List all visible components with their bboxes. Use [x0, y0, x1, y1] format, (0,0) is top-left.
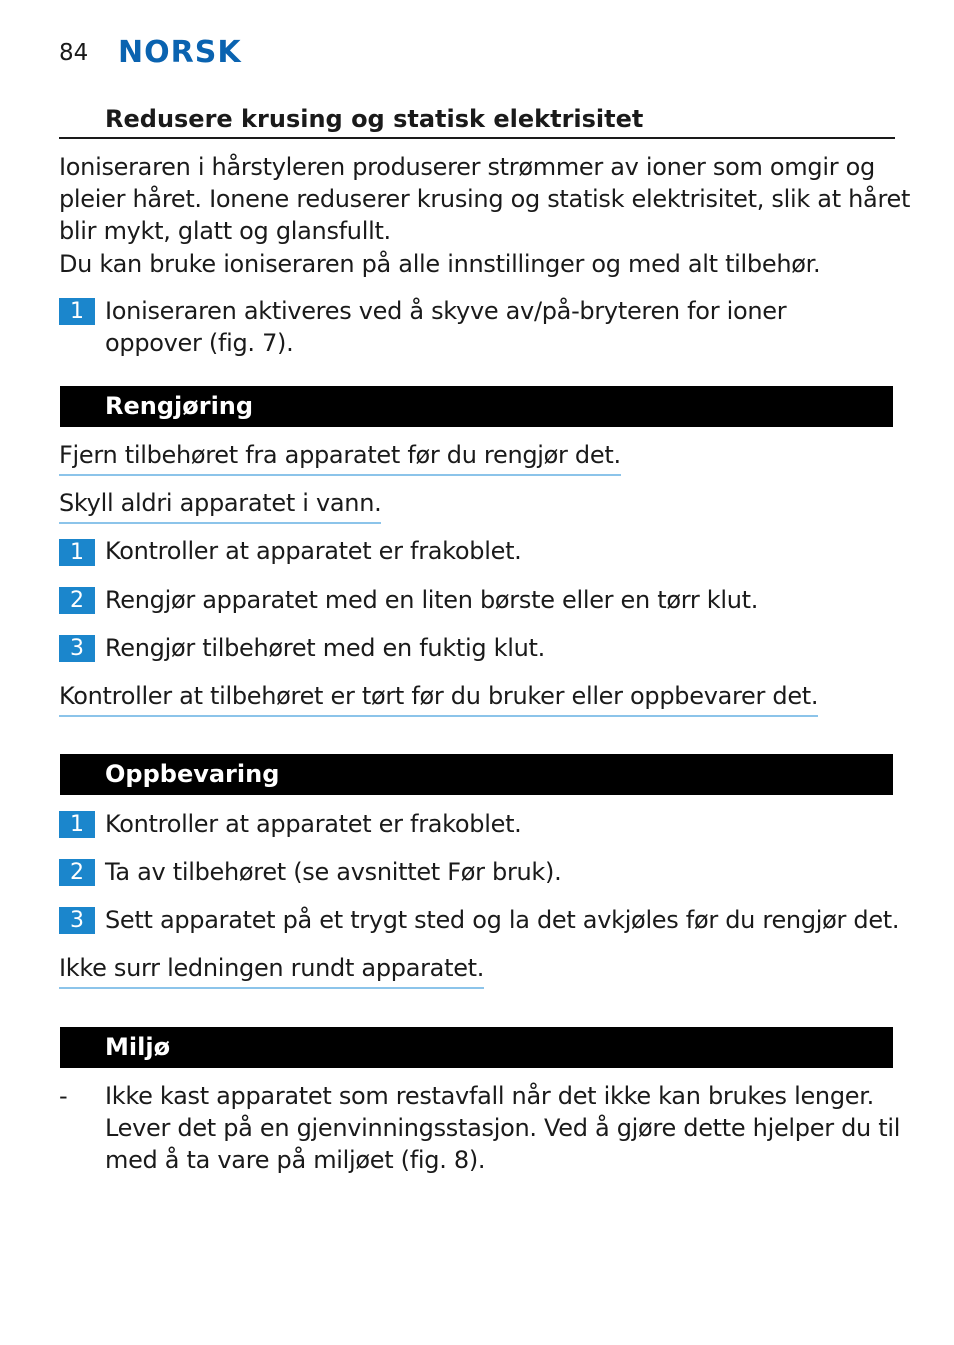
cleaning-note: Skyll aldri apparatet i vann.: [59, 487, 381, 524]
section-title-cleaning: Rengjøring: [105, 392, 254, 420]
step-text: Kontroller at apparatet er frakoblet.: [105, 537, 522, 565]
intro-line: Ioniseraren i hårstyleren produserer strømmer av ioner som omgir og: [59, 153, 875, 181]
step-text: oppover (fig. 7).: [105, 329, 294, 357]
bullet-text: Ikke kast apparatet som restavfall når det ikke kan brukes lenger.: [105, 1082, 874, 1110]
cleaning-note: Fjern tilbehøret fra apparatet før du rengjør det.: [59, 439, 621, 476]
step-number-badge: 1: [59, 811, 95, 838]
cleaning-note-after: Kontroller at tilbehøret er tørt før du bruker eller oppbevarer det.: [59, 680, 818, 717]
storage-note-after: Ikke surr ledningen rundt apparatet.: [59, 952, 484, 989]
step-number-badge: 3: [59, 907, 95, 934]
section-bar-environment: [60, 1027, 893, 1068]
step-number-badge: 1: [59, 298, 95, 325]
step-text: Kontroller at apparatet er frakoblet.: [105, 810, 522, 838]
intro-line: pleier håret. Ionene reduserer krusing og statisk elektrisitet, slik at håret: [59, 185, 911, 213]
step-number-badge: 2: [59, 859, 95, 886]
bullet-dash: -: [59, 1082, 68, 1110]
step-text: Rengjør apparatet med en liten børste eller en tørr klut.: [105, 586, 759, 614]
section-bar-storage: [60, 754, 893, 795]
intro-line: blir mykt, glatt og glansfullt.: [59, 217, 391, 245]
intro-line: Du kan bruke ioniseraren på alle innstillinger og med alt tilbehør.: [59, 250, 821, 278]
section-title-environment: Miljø: [105, 1033, 171, 1061]
step-number-badge: 2: [59, 587, 95, 614]
step-text: Ioniseraren aktiveres ved å skyve av/på-bryteren for ioner: [105, 297, 787, 325]
section-heading-ion: Redusere krusing og statisk elektrisitet: [105, 105, 644, 133]
bullet-text: med å ta vare på miljøet (fig. 8).: [105, 1146, 486, 1174]
section-title-storage: Oppbevaring: [105, 760, 280, 788]
section-bar-cleaning: [60, 386, 893, 427]
language-title: NORSK: [118, 35, 242, 70]
step-number-badge: 1: [59, 539, 95, 566]
step-number-badge: 3: [59, 635, 95, 662]
bullet-text: Lever det på en gjenvinningsstasjon. Ved å gjøre dette hjelper du til: [105, 1114, 901, 1142]
heading-rule: [59, 137, 895, 139]
page-number: 84: [59, 40, 89, 66]
step-text: Rengjør tilbehøret med en fuktig klut.: [105, 634, 545, 662]
step-text: Sett apparatet på et trygt sted og la det avkjøles før du rengjør det.: [105, 906, 900, 934]
step-text: Ta av tilbehøret (se avsnittet Før bruk).: [105, 858, 562, 886]
